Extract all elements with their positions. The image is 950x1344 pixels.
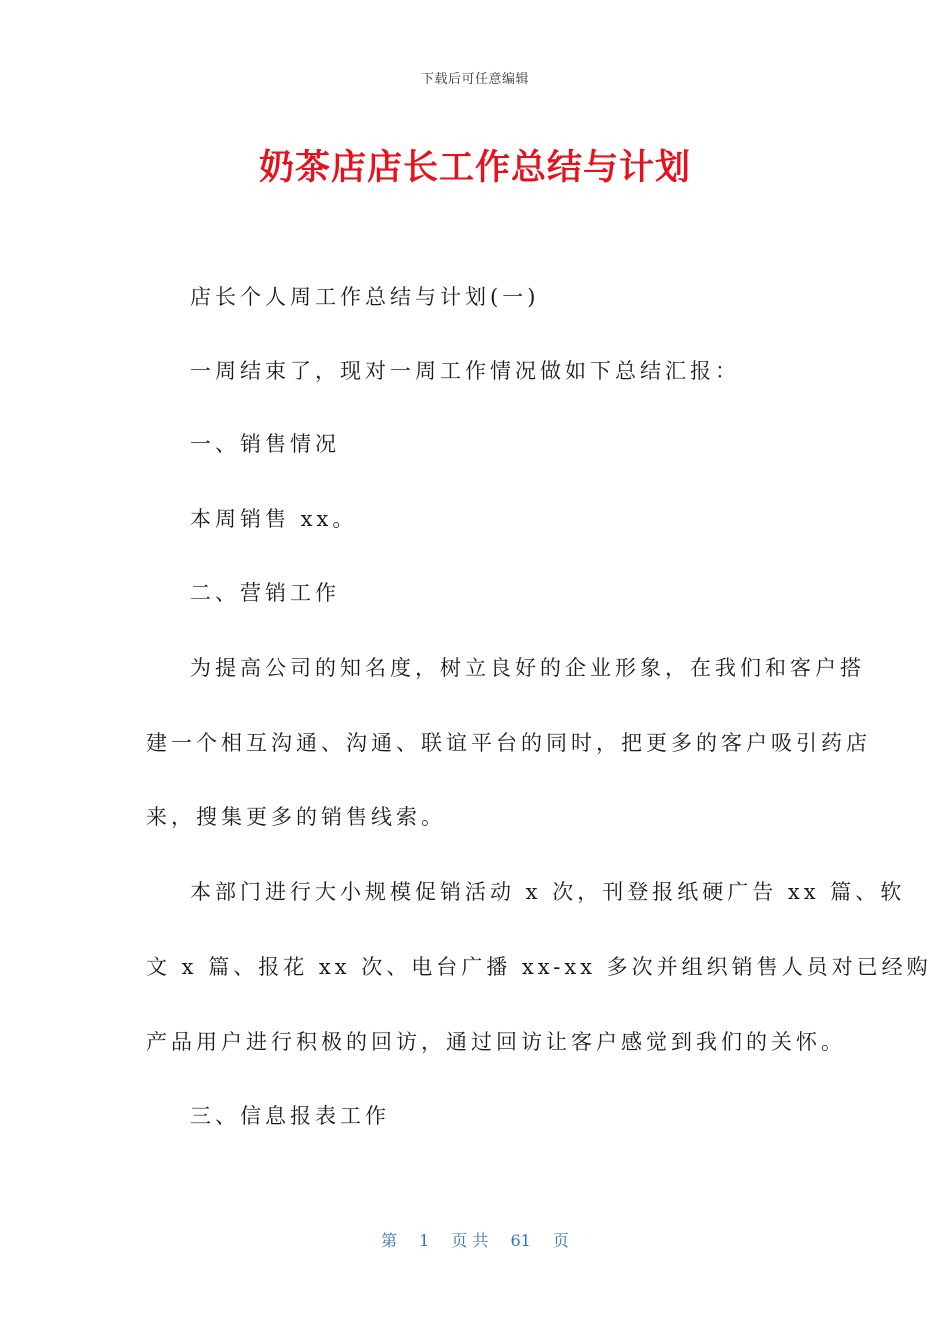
marketing-paragraph-line-1: 为提高公司的知名度，树立良好的企业形象，在我们和客户搭 xyxy=(190,656,865,680)
document-title: 奶茶店店长工作总结与计划 xyxy=(258,148,691,188)
section-heading-sales: 一、销售情况 xyxy=(190,432,340,456)
header-note: 下载后可任意编辑 xyxy=(420,72,529,87)
promotion-paragraph-line-3: 产品用户进行积极的回访，通过回访让客户感觉到我们的关怀。 xyxy=(146,1030,846,1054)
footer-prefix: 第 xyxy=(381,1231,398,1250)
footer-total-pages: 61 xyxy=(510,1231,531,1250)
section-heading-marketing: 二、营销工作 xyxy=(190,581,340,605)
promotion-paragraph-line-1: 本部门进行大小规模促销活动 x 次，刊登报纸硬广告 xx 篇、软 xyxy=(190,880,906,904)
intro-paragraph: 一周结束了，现对一周工作情况做如下总结汇报： xyxy=(190,359,740,383)
marketing-paragraph-line-2: 建一个相互沟通、沟通、联谊平台的同时，把更多的客户吸引药店 xyxy=(146,731,871,755)
section-heading-reports: 三、信息报表工作 xyxy=(190,1104,390,1128)
footer-middle: 页 共 xyxy=(451,1231,489,1250)
marketing-paragraph-line-3: 来，搜集更多的销售线索。 xyxy=(146,805,446,829)
sales-paragraph: 本周销售 xx。 xyxy=(190,507,358,531)
promotion-paragraph-line-2: 文 x 篇、报花 xx 次、电台广播 xx-xx 多次并组织销售人员对已经购 xyxy=(146,955,932,979)
footer-suffix: 页 xyxy=(552,1231,569,1250)
page-footer xyxy=(0,1228,950,1251)
section-heading-weekly-summary: 店长个人周工作总结与计划(一) xyxy=(190,285,540,309)
footer-page-number: 1 xyxy=(419,1231,430,1250)
